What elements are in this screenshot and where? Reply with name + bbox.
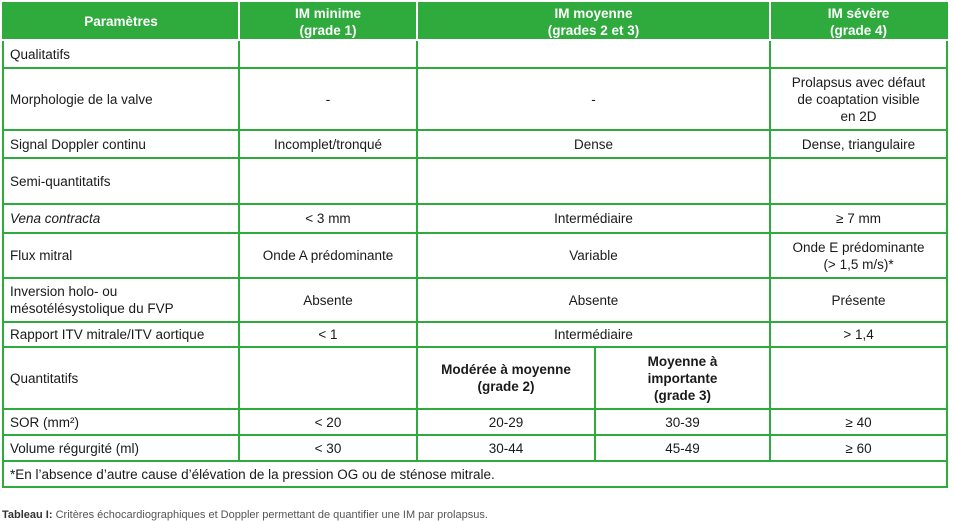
cell-grade-3: 30-39 bbox=[595, 409, 770, 435]
cell-grade-2: 30-44 bbox=[417, 435, 595, 461]
cell-text-line: Prolapsus avec défaut bbox=[791, 74, 926, 90]
row-label: Rapport ITV mitrale/ITV aortique bbox=[3, 322, 239, 347]
empty-cell bbox=[239, 158, 417, 204]
subheader-line: Modérée à moyenne bbox=[441, 362, 571, 377]
cell-severe: ≥ 60 bbox=[770, 435, 947, 461]
table-row bbox=[3, 278, 947, 322]
header-im-moyenne-grade: (grades 2 et 3) bbox=[547, 22, 640, 38]
cell-text-line: (> 1,5 m/s)* bbox=[823, 256, 894, 272]
caption-prefix: Tableau I: bbox=[2, 509, 53, 521]
header-im-severe-grade: (grade 4) bbox=[830, 22, 888, 38]
cell-text-line: en 2D bbox=[840, 108, 877, 124]
section-row-semi-quantitatifs bbox=[3, 158, 947, 204]
cell-minime: < 30 bbox=[239, 435, 417, 461]
section-row-quantitatifs bbox=[3, 347, 947, 409]
header-im-moyenne-title: IM moyenne bbox=[554, 5, 633, 21]
section-label-semi-quantitatifs: Semi-quantitatifs bbox=[3, 158, 239, 204]
cell-severe: Dense, triangulaire bbox=[770, 130, 947, 158]
cell-severe: ≥ 40 bbox=[770, 409, 947, 435]
section-row-qualitatifs bbox=[3, 40, 947, 68]
cell-severe: ≥ 7 mm bbox=[770, 204, 947, 233]
row-label: Vena contracta bbox=[3, 204, 239, 233]
subheader-line: (grade 2) bbox=[477, 379, 535, 394]
row-label: Volume régurgité (ml) bbox=[3, 435, 239, 461]
row-label: Signal Doppler continu bbox=[3, 130, 239, 158]
empty-cell bbox=[417, 158, 770, 204]
table-row bbox=[3, 233, 947, 278]
cell-grade-3: 45-49 bbox=[595, 435, 770, 461]
header-im-moyenne bbox=[417, 3, 770, 40]
header-im-minime-grade: (grade 1) bbox=[299, 22, 357, 38]
header-row bbox=[3, 3, 947, 40]
empty-cell bbox=[770, 347, 947, 409]
footnote: *En l’absence d’autre cause d’élévation de la pression OG ou de sténose mitrale. bbox=[3, 461, 947, 487]
subheader-line: Moyenne à bbox=[647, 353, 718, 369]
cell-text-line: mésotélésystolique du FVP bbox=[10, 301, 174, 316]
subheader-grade-3 bbox=[595, 347, 770, 409]
subheader-line: importante bbox=[647, 370, 718, 386]
table-row bbox=[3, 68, 947, 130]
cell-text-line: Inversion holo- ou bbox=[10, 284, 118, 299]
table-row bbox=[3, 409, 947, 435]
cell-moyenne: Variable bbox=[417, 233, 770, 278]
cell-text-line: Onde E prédominante bbox=[792, 239, 925, 255]
cell-text-line: de coaptation visible bbox=[797, 91, 920, 107]
section-label-qualitatifs: Qualitatifs bbox=[3, 40, 239, 68]
table-row bbox=[3, 204, 947, 233]
empty-cell bbox=[417, 40, 770, 68]
caption-text: Critères échocardiographiques et Doppler permettant de quantifier une IM par prolapsus. bbox=[52, 509, 488, 521]
table-row bbox=[3, 322, 947, 347]
section-label-quantitatifs: Quantitatifs bbox=[3, 347, 239, 409]
empty-cell bbox=[239, 347, 417, 409]
row-label bbox=[3, 278, 239, 322]
header-im-severe-title: IM sévère bbox=[827, 5, 890, 21]
subheader-line: (grade 3) bbox=[654, 387, 712, 403]
header-im-minime bbox=[239, 3, 417, 40]
row-label: Morphologie de la valve bbox=[3, 68, 239, 130]
header-parametres: Paramètres bbox=[3, 3, 239, 40]
cell-minime: - bbox=[239, 68, 417, 130]
cell-severe bbox=[770, 233, 947, 278]
cell-minime: Incomplet/tronqué bbox=[239, 130, 417, 158]
subheader-grade-2 bbox=[417, 347, 595, 409]
cell-severe bbox=[770, 68, 947, 130]
table-caption bbox=[2, 509, 488, 521]
empty-cell bbox=[770, 40, 947, 68]
row-label: SOR (mm²) bbox=[3, 409, 239, 435]
cell-minime: < 20 bbox=[239, 409, 417, 435]
empty-cell bbox=[770, 158, 947, 204]
footnote-row bbox=[3, 461, 947, 487]
cell-severe: > 1,4 bbox=[770, 322, 947, 347]
cell-severe: Présente bbox=[770, 278, 947, 322]
cell-minime: < 3 mm bbox=[239, 204, 417, 233]
cell-moyenne: Dense bbox=[417, 130, 770, 158]
cell-moyenne: - bbox=[417, 68, 770, 130]
row-label: Flux mitral bbox=[3, 233, 239, 278]
cell-moyenne: Intermédiaire bbox=[417, 322, 770, 347]
table-row bbox=[3, 435, 947, 461]
cell-minime: Absente bbox=[239, 278, 417, 322]
table-row bbox=[3, 130, 947, 158]
header-im-minime-title: IM minime bbox=[294, 5, 361, 21]
cell-minime: Onde A prédominante bbox=[239, 233, 417, 278]
empty-cell bbox=[239, 40, 417, 68]
cell-moyenne: Absente bbox=[417, 278, 770, 322]
header-im-severe bbox=[770, 3, 947, 40]
criteria-table bbox=[2, 2, 948, 488]
cell-minime: < 1 bbox=[239, 322, 417, 347]
cell-grade-2: 20-29 bbox=[417, 409, 595, 435]
cell-moyenne: Intermédiaire bbox=[417, 204, 770, 233]
